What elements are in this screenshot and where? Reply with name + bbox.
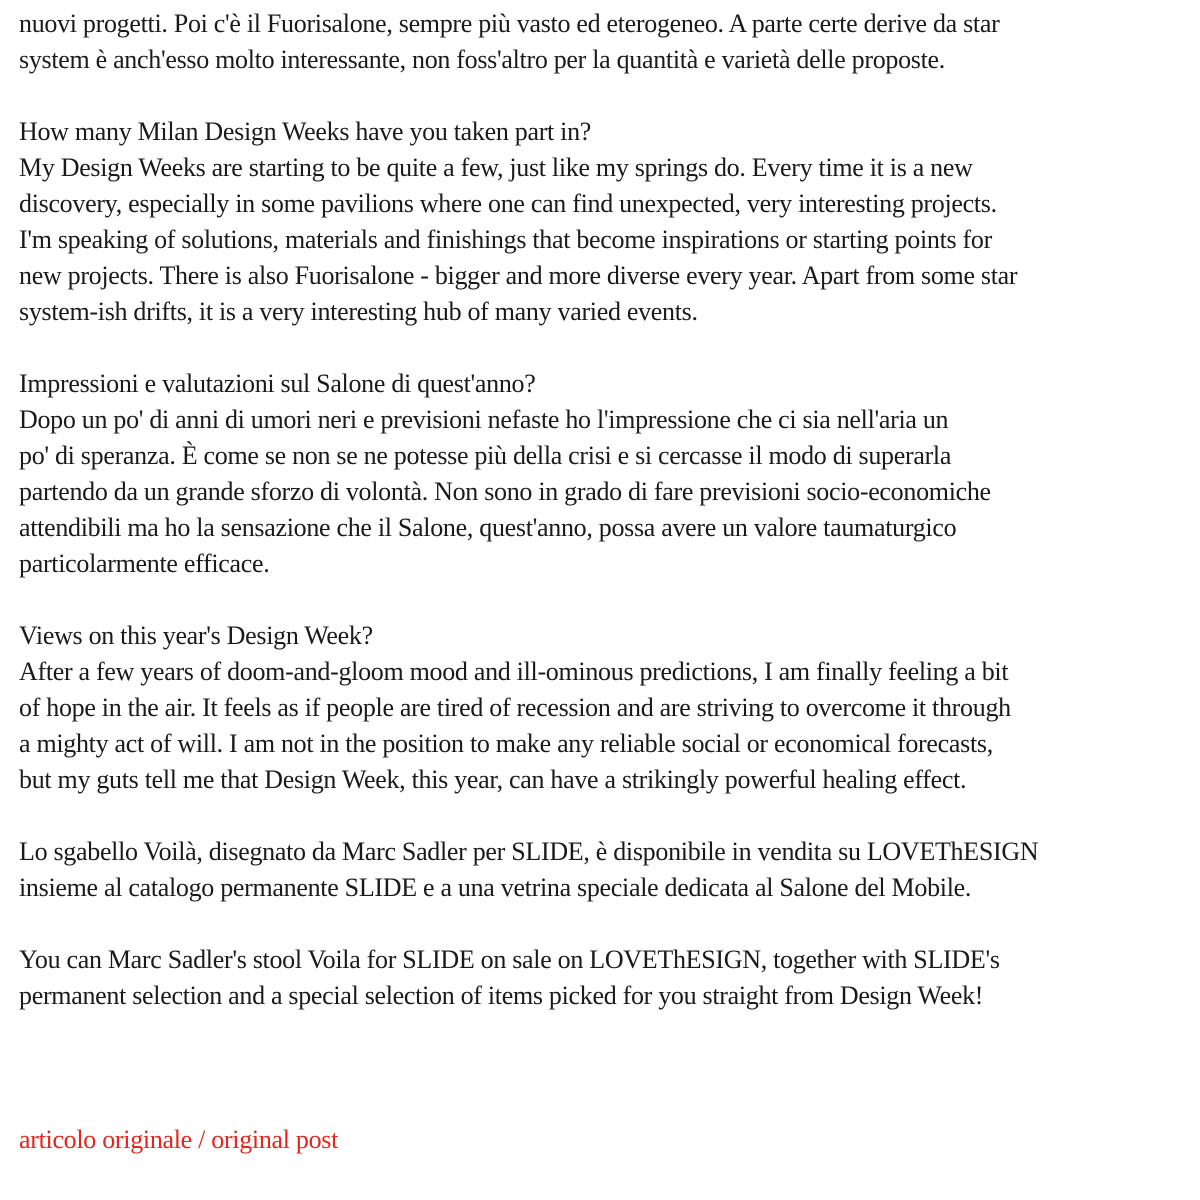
- paragraph-voila-italian: [19, 834, 1189, 906]
- text-line: I'm speaking of solutions, materials and finishings that become inspirations or starting points for: [19, 225, 992, 254]
- text-line: nuovi progetti. Poi c'è il Fuorisalone, sempre più vasto ed eterogeneo. A parte certe derive da star: [19, 9, 1000, 38]
- text-line: po' di speranza. È come se non se ne potesse più della crisi e si cercasse il modo di superarla: [19, 441, 952, 470]
- text-line: permanent selection and a special selection of items picked for you straight from Design Week!: [19, 981, 984, 1010]
- original-post-link[interactable]: articolo originale / original post: [19, 1125, 339, 1154]
- text-line: system-ish drifts, it is a very interesting hub of many varied events.: [19, 297, 698, 326]
- text-line: a mighty act of will. I am not in the position to make any reliable social or economical forecasts,: [19, 729, 993, 758]
- text-line: partendo da un grande sforzo di volontà. Non sono in grado di fare previsioni socio-economiche: [19, 477, 991, 506]
- text-line: of hope in the air. It feels as if people are tired of recession and are striving to overcome it through: [19, 693, 1011, 722]
- question-line: How many Milan Design Weeks have you taken part in?: [19, 117, 592, 146]
- text-line: particolarmente efficace.: [19, 549, 270, 578]
- text-line: After a few years of doom-and-gloom mood and ill-ominous predictions, I am finally feeling a bit: [19, 657, 1009, 686]
- paragraph-design-week-english: [19, 618, 1189, 798]
- text-line: system è anch'esso molto interessante, non foss'altro per la quantità e varietà delle proposte.: [19, 45, 945, 74]
- text-line: but my guts tell me that Design Week, this year, can have a strikingly powerful healing effect.: [19, 765, 967, 794]
- text-line: attendibili ma ho la sensazione che il Salone, quest'anno, possa avere un valore taumaturgico: [19, 513, 957, 542]
- text-line: You can Marc Sadler's stool Voila for SLIDE on sale on LOVEThESIGN, together with SLIDE's: [19, 945, 1000, 974]
- text-line: discovery, especially in some pavilions where one can find unexpected, very interesting projects.: [19, 189, 997, 218]
- paragraph-salone-italian: [19, 366, 1189, 582]
- text-line: insieme al catalogo permanente SLIDE e a una vetrina speciale dedicata al Salone del Mobile.: [19, 873, 972, 902]
- paragraph-design-weeks-english: [19, 114, 1189, 330]
- article-body: [19, 6, 1189, 1050]
- question-line: Views on this year's Design Week?: [19, 621, 373, 650]
- paragraph-intro-italian: [19, 6, 1189, 78]
- paragraph-voila-english: [19, 942, 1189, 1014]
- question-line: Impressioni e valutazioni sul Salone di quest'anno?: [19, 369, 536, 398]
- text-line: new projects. There is also Fuorisalone - bigger and more diverse every year. Apart from some star: [19, 261, 1018, 290]
- text-line: Dopo un po' di anni di umori neri e previsioni nefaste ho l'impressione che ci sia nell'aria un: [19, 405, 949, 434]
- text-line: Lo sgabello Voilà, disegnato da Marc Sadler per SLIDE, è disponibile in vendita su LOVEThESIGN: [19, 837, 1039, 866]
- text-line: My Design Weeks are starting to be quite a few, just like my springs do. Every time it is a new: [19, 153, 973, 182]
